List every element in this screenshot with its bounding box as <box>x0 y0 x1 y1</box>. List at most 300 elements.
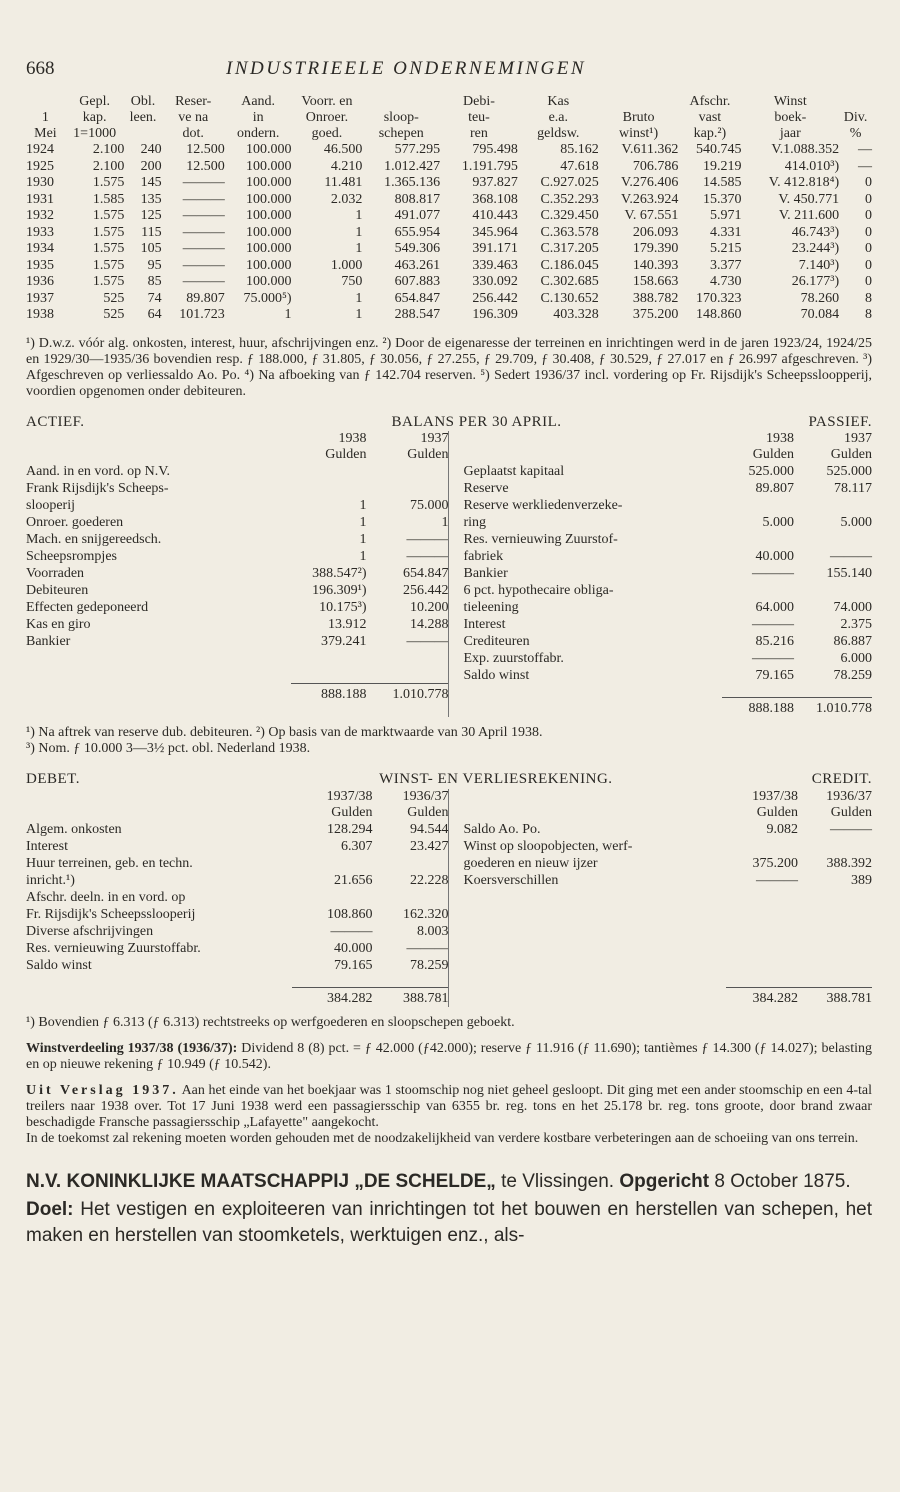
passief-row-value-a: 40.000 <box>755 548 794 564</box>
history-cell: C.363.578 <box>540 224 599 240</box>
actief-row-label: Scheepsrompjes <box>26 548 117 564</box>
passief-row-value-a <box>722 497 794 514</box>
passief-row-value-b: 2.375 <box>840 616 872 632</box>
passief-row-value-b: 78.259 <box>833 667 872 683</box>
history-table <box>26 94 872 324</box>
debet-row <box>26 923 448 940</box>
credit-row-value-b: ——— <box>830 821 872 837</box>
history-header-cell: Debi- <box>463 94 495 109</box>
actief-row-label: Kas en giro <box>26 616 91 632</box>
doel-label: Doel: <box>26 1199 74 1220</box>
history-cell: 100.000 <box>245 257 292 273</box>
credit-row <box>463 872 872 889</box>
history-cell: 19.219 <box>703 158 742 174</box>
actief-row-value-a: 10.175³) <box>319 599 367 615</box>
history-cell: ——— <box>182 208 225 223</box>
actief-row-value-a: 388.547²) <box>312 565 367 581</box>
debet-row-value-b <box>372 889 448 906</box>
credit-row <box>463 821 872 838</box>
history-header-cell <box>839 94 872 110</box>
history-cell: 0 <box>865 175 872 190</box>
debet-row-value-a: 40.000 <box>333 940 373 956</box>
winstverdeeling-label: Winstverdeeling 1937/38 (1936/37): <box>26 1041 238 1056</box>
history-cell: 89.807 <box>186 290 225 306</box>
history-header-cell: teu- <box>468 110 490 125</box>
debet-row <box>26 889 448 906</box>
history-cell: 1 <box>355 208 363 223</box>
history-cell: ——— <box>182 224 225 240</box>
history-cell: 1.575 <box>92 257 125 273</box>
actief-row-value-b: ——— <box>406 531 449 547</box>
verslag-label: Uit Verslag 1937. <box>26 1083 179 1098</box>
passief-row-value-b: 78.117 <box>834 480 872 496</box>
history-cell: 549.306 <box>394 241 441 256</box>
credit-row-value-a: 9.082 <box>766 821 798 837</box>
verslag-text-2: In de toekomst zal rekening moeten worden gehouden met de noodzakelijkheid van verdere kostbare verbeteringen aan de schoeiing van ons terrein. <box>26 1131 859 1146</box>
history-cell: 330.092 <box>472 274 518 289</box>
passief-row-value-a: ——— <box>752 565 794 581</box>
history-cell: C.329.450 <box>540 208 599 223</box>
actief-row-value-a: 13.912 <box>327 616 367 632</box>
balans-footnote-1: ¹) Na aftrek van reserve dub. debiteuren. ²) Op basis van de marktwaarde van 30 April 1938. <box>26 725 543 741</box>
history-cell: 1.012.427 <box>384 158 441 174</box>
history-cell: 115 <box>141 224 162 240</box>
history-header-cell: dot. <box>182 126 204 141</box>
history-header-cell: ondern. <box>236 126 280 141</box>
debet-row-value-a: 21.656 <box>333 872 373 888</box>
actief-row-value-b: 14.288 <box>409 616 449 632</box>
history-year: 1937 <box>26 290 54 306</box>
history-cell: 105 <box>140 241 162 256</box>
debet-row-label: inricht.¹) <box>26 872 75 888</box>
history-year: 1930 <box>26 175 54 190</box>
year-1937-label: 1937 <box>844 430 872 446</box>
history-header-cell: vast <box>698 110 722 125</box>
passief-row-value-a <box>722 582 794 599</box>
history-header-row <box>26 94 872 110</box>
history-row <box>26 225 872 242</box>
history-row <box>26 307 872 324</box>
credit-row <box>463 838 872 855</box>
history-cell: 0 <box>865 224 872 240</box>
history-cell: 8 <box>865 307 872 322</box>
history-cell: 0 <box>865 241 872 256</box>
company-place: te Vlissingen. <box>501 1171 615 1192</box>
passief-row-label: Crediteuren <box>463 633 530 649</box>
unit-label: Gulden <box>830 804 872 820</box>
actief-row <box>26 582 448 599</box>
credit-row-label: goederen en nieuw ijzer <box>463 855 598 871</box>
winst-footnote: ¹) Bovendien ƒ 6.313 (ƒ 6.313) rechtstreeks op werfgoederen en sloopschepen geboekt. <box>26 1015 515 1030</box>
history-header-row <box>26 110 872 126</box>
debet-row <box>26 906 448 923</box>
history-cell: 100.000 <box>245 191 292 207</box>
history-header-cell: leen. <box>129 110 157 125</box>
history-cell: 1.575 <box>92 274 125 289</box>
debet-row-label: Huur terreinen, geb. en techn. <box>26 855 193 871</box>
debet-row-value-a: ——— <box>330 923 373 939</box>
history-cell: — <box>858 142 872 157</box>
history-cell: ——— <box>182 257 225 273</box>
history-cell: 148.860 <box>696 307 742 322</box>
history-cell: 391.171 <box>472 241 518 256</box>
history-cell: 339.463 <box>472 257 518 273</box>
passief-row-value-a: 5.000 <box>762 514 794 530</box>
year-1937-label: 1937 <box>420 430 449 446</box>
history-cell: 403.328 <box>553 307 599 322</box>
history-cell: 388.782 <box>632 290 679 306</box>
history-cell: 170.323 <box>696 290 742 306</box>
history-cell: 808.817 <box>394 191 441 207</box>
history-cell: C.352.293 <box>540 191 599 207</box>
history-cell: 14.585 <box>703 175 742 190</box>
history-row <box>26 208 872 225</box>
history-cell: 1 <box>355 241 363 256</box>
actief-row-label: Voorraden <box>26 565 85 581</box>
balance-sheet <box>26 414 872 758</box>
history-cell: 1 <box>355 307 363 322</box>
credit-row-label: Saldo Ao. Po. <box>463 821 541 837</box>
history-cell: 145 <box>140 175 162 190</box>
history-cell: 70.084 <box>800 307 840 322</box>
history-row <box>26 274 872 291</box>
history-cell: 1.365.136 <box>384 175 441 190</box>
passief-title: PASSIEF. <box>808 413 872 430</box>
debet-total-b: 388.781 <box>372 988 448 1008</box>
actief-row <box>26 514 448 531</box>
actief-row-value-b: ——— <box>406 633 449 649</box>
history-cell: 463.261 <box>394 257 441 273</box>
actief-row <box>26 480 448 497</box>
balans-footnote-2: ³) Nom. ƒ 10.000 3—3½ pct. obl. Nederland 1938. <box>26 741 311 757</box>
debet-row-value-a: 79.165 <box>333 957 373 973</box>
winst-title: WINST- EN VERLIESREKENING. <box>379 771 613 788</box>
passief-row-label: Interest <box>463 616 506 632</box>
year-1936-37-label: 1936/37 <box>402 788 449 804</box>
history-cell: 750 <box>341 274 363 289</box>
credit-row-value-a: 375.200 <box>752 855 798 871</box>
debet-row <box>26 957 448 974</box>
passief-row-value-a: ——— <box>752 650 794 666</box>
passief-row-value-a <box>722 531 794 548</box>
debet-row-label: Res. vernieuwing Zuurstoffabr. <box>26 940 201 956</box>
history-header-row <box>26 126 872 142</box>
passief-row <box>463 616 872 633</box>
history-cell: 240 <box>140 142 162 157</box>
history-cell: 345.964 <box>472 224 518 240</box>
debet-row-value-b: 162.320 <box>402 906 449 922</box>
history-header-cell: Div. <box>843 110 868 125</box>
passief-row-label: Exp. zuurstoffabr. <box>463 650 564 666</box>
history-cell: 706.786 <box>632 158 679 174</box>
history-header-cell: Afschr. <box>689 94 731 109</box>
history-cell: 375.200 <box>632 307 679 322</box>
actief-row-value-a <box>291 463 366 480</box>
passief-row-value-b <box>794 531 872 548</box>
history-cell: 1.191.795 <box>461 158 518 174</box>
debet-row <box>26 821 448 838</box>
actief-total-1937: 1.010.778 <box>366 684 448 704</box>
debet-row-value-b: ——— <box>406 940 449 956</box>
history-row <box>26 159 872 176</box>
actief-row-value-b: ——— <box>406 548 449 564</box>
history-cell: 3.377 <box>710 257 742 273</box>
passief-row-value-a: 89.807 <box>755 480 794 496</box>
actief-row-value-a: 379.241 <box>320 633 367 649</box>
history-cell: 135 <box>140 191 162 207</box>
history-cell: 8 <box>865 290 872 306</box>
credit-total-a: 384.282 <box>726 988 798 1008</box>
debet-row-value-b: 22.228 <box>409 872 449 888</box>
history-cell: ——— <box>182 191 225 207</box>
history-notes: ¹) D.w.z. vóór alg. onkosten, interest, huur, afschrijvingen enz. ²) Door de eigenaresse der terreinen en inrichtingen werd in de jaren 1923/24, 1924/25 en 1929/30—1935/36 bovendien resp. ƒ 188.000, ƒ 31.805, ƒ 30.056, ƒ 27.255, ƒ 29.709, ƒ 30.408, ƒ 30.529, ƒ 27.017 en ƒ 26.997 afgeschreven. ³) Afgeschreven op verliessaldo Ao. Po. ⁴) Na afboeking van ƒ 142.704 reserven. ⁵) Sedert 1936/37 incl. vordering op Fr. Rijsdijk's Scheepssloopperij, voordien opgenomen onder debiteuren. <box>26 335 872 399</box>
history-header-cell: Obl. <box>130 94 156 109</box>
page-header <box>26 58 872 88</box>
history-cell: 95 <box>147 257 162 273</box>
history-cell: V.611.362 <box>621 142 679 157</box>
debet-row-value-a: 128.294 <box>326 821 373 837</box>
credit-row-value-b: 389 <box>851 872 872 888</box>
history-cell: 75.000⁵) <box>243 290 292 306</box>
year-1938-label: 1938 <box>338 430 367 446</box>
passief-row-label: fabriek <box>463 548 504 564</box>
passief-row-value-b: 86.887 <box>833 633 872 649</box>
history-cell: 937.827 <box>472 175 518 190</box>
debet-row-value-b: 78.259 <box>409 957 449 973</box>
history-header-cell: Bruto <box>622 110 655 125</box>
passief-total-1938: 888.188 <box>722 698 794 718</box>
actief-row-label: slooperij <box>26 497 75 513</box>
unit-label: Gulden <box>407 804 449 820</box>
actief-row-label: Aand. in en vord. op N.V. <box>26 463 171 479</box>
history-cell: 7.140³) <box>798 257 840 273</box>
history-cell: V.276.406 <box>621 175 679 190</box>
passief-row-label: ring <box>463 514 487 530</box>
passief-row-label: tieleening <box>463 599 519 615</box>
history-cell: 1.575 <box>92 224 125 240</box>
history-header-cell: ren <box>470 126 488 141</box>
history-cell: 47.618 <box>560 158 599 174</box>
passief-row-label: Saldo winst <box>463 667 530 683</box>
passief-row-label: Reserve werkliedenverzeke- <box>463 497 623 513</box>
history-cell: 4.331 <box>710 224 742 240</box>
balans-title: BALANS PER 30 APRIL. <box>391 413 562 430</box>
history-cell: 1.585 <box>92 191 125 207</box>
actief-row-value-b: 256.442 <box>402 582 449 598</box>
history-header-cell: sloop- <box>383 110 419 125</box>
history-year: 1933 <box>26 224 54 240</box>
history-row <box>26 142 872 159</box>
history-cell: 158.663 <box>632 274 679 289</box>
credit-row-value-a <box>726 838 798 855</box>
passief-row-value-a: 85.216 <box>755 633 794 649</box>
debet-row <box>26 855 448 872</box>
passief-row <box>463 633 872 650</box>
history-cell: 1 <box>284 307 292 322</box>
history-cell: 74 <box>147 290 162 306</box>
passief-row-label: Res. vernieuwing Zuurstof- <box>463 531 618 547</box>
history-row <box>26 258 872 275</box>
history-cell: 540.745 <box>696 142 742 157</box>
history-cell: 140.393 <box>632 257 679 273</box>
passief-row-value-b <box>794 497 872 514</box>
credit-row-label: Winst op sloopobjecten, werf- <box>463 838 633 854</box>
history-header-cell: Kas <box>547 94 570 109</box>
profit-loss-account <box>26 771 872 1031</box>
history-cell: V.1.088.352 <box>771 142 840 157</box>
unit-label: Gulden <box>331 804 373 820</box>
history-cell: 78.260 <box>800 290 840 306</box>
actief-row <box>26 548 448 565</box>
history-cell: 525 <box>103 307 125 322</box>
actief-row <box>26 463 448 480</box>
history-cell: 256.442 <box>472 290 518 306</box>
history-header-cell: schepen <box>378 126 424 141</box>
history-cell: 368.108 <box>472 191 518 207</box>
history-cell: 1.575 <box>92 241 125 256</box>
history-cell: C.317.205 <box>540 241 599 256</box>
actief-row-value-a <box>291 480 366 497</box>
actief-row-value-b: 75.000 <box>409 497 449 513</box>
history-cell: 46.500 <box>323 142 363 157</box>
year-1936-37-label: 1936/37 <box>826 788 872 804</box>
passief-row-value-a: 79.165 <box>755 667 794 683</box>
history-header-cell: Mei <box>34 126 57 141</box>
history-cell: 0 <box>865 191 872 207</box>
history-cell: 100.000 <box>245 274 292 289</box>
opgericht-date: 8 October 1875. <box>714 1171 851 1192</box>
history-header-cell: kap. <box>82 110 107 125</box>
history-cell: V.263.924 <box>621 191 679 207</box>
credit-row-value-b <box>798 838 872 855</box>
debet-row-label: Afschr. deeln. in en vord. op <box>26 889 186 905</box>
passief-row <box>463 514 872 531</box>
history-header-cell: Winst <box>773 94 807 109</box>
passief-row <box>463 480 872 497</box>
history-header-cell: % <box>849 126 862 141</box>
actief-row-value-a: 196.309¹) <box>312 582 367 598</box>
history-cell: C.302.685 <box>540 274 599 289</box>
history-cell: 23.244³) <box>791 241 840 256</box>
unit-label: Gulden <box>756 804 798 820</box>
debet-row-value-a <box>292 855 372 872</box>
history-year: 1931 <box>26 191 54 207</box>
history-cell: 101.723 <box>179 307 225 322</box>
history-header-cell: Gepl. <box>79 94 110 109</box>
actief-row-label: Onroer. goederen <box>26 514 124 530</box>
history-cell: 0 <box>865 274 872 289</box>
history-year: 1934 <box>26 241 54 256</box>
passief-row-value-b: 74.000 <box>833 599 872 615</box>
passief-row-value-a: 64.000 <box>755 599 794 615</box>
debet-row-value-b: 8.003 <box>416 923 449 939</box>
history-year: 1936 <box>26 274 54 289</box>
history-cell: 46.743³) <box>791 224 840 240</box>
history-header-cell: winst¹) <box>618 126 659 141</box>
history-cell: 1.575 <box>92 175 125 190</box>
actief-row-value-a: 1 <box>359 514 367 530</box>
history-cell: 206.093 <box>632 224 679 240</box>
history-header-cell: Aand. <box>241 94 276 109</box>
passief-row <box>463 463 872 480</box>
history-cell: 414.010³) <box>784 158 840 174</box>
history-cell: ——— <box>182 274 225 289</box>
passief-row <box>463 497 872 514</box>
history-header-cell: in <box>252 110 264 125</box>
history-row <box>26 241 872 258</box>
history-header-cell <box>124 126 161 142</box>
history-cell: 100.000 <box>245 241 292 256</box>
history-cell: 11.481 <box>324 175 363 190</box>
credit-row <box>463 855 872 872</box>
debet-total-a: 384.282 <box>292 988 372 1008</box>
history-year: 1924 <box>26 142 54 157</box>
history-cell: 200 <box>140 158 162 174</box>
history-header-cell <box>362 94 440 110</box>
passief-row-label: Geplaatst kapitaal <box>463 463 565 479</box>
debet-row-value-b <box>372 855 448 872</box>
actief-row-value-a: 1 <box>359 531 367 547</box>
actief-row-label: Frank Rijsdijk's Scheeps- <box>26 480 169 496</box>
passief-row-value-b: 155.140 <box>826 565 872 581</box>
unit-label: Gulden <box>325 446 367 462</box>
actief-row-value-a: 1 <box>359 497 367 513</box>
history-year: 1925 <box>26 158 54 174</box>
history-header-cell: boek- <box>774 110 807 125</box>
passief-row <box>463 599 872 616</box>
history-cell: C.186.045 <box>540 257 599 273</box>
winstverdeeling-text: Dividend 8 (8) pct. = ƒ 42.000 (ƒ42.000); reserve ƒ 11.916 (ƒ 11.690); tantièmes ƒ 14.300 (ƒ 14.027); belasting en op nieuwe rekening ƒ 10.949 (ƒ 10.542). <box>26 1041 872 1072</box>
history-cell: V. 67.551 <box>624 208 679 223</box>
debet-row-label: Fr. Rijsdijk's Scheepsslooperij <box>26 906 196 922</box>
actief-row-label: Debiteuren <box>26 582 89 598</box>
actief-row-value-b: 1 <box>441 514 449 530</box>
history-header-cell: ve na <box>178 110 209 125</box>
history-header-cell: jaar <box>779 126 801 141</box>
passief-row-label: Bankier <box>463 565 508 581</box>
history-row <box>26 192 872 209</box>
history-cell: — <box>858 158 872 174</box>
debet-row-value-a: 108.860 <box>326 906 373 922</box>
actief-row <box>26 599 448 616</box>
history-cell: 1 <box>355 224 363 240</box>
page-number: 668 <box>26 58 55 79</box>
passief-row-value-a: 525.000 <box>748 463 794 479</box>
history-cell: V. 450.771 <box>778 191 840 207</box>
debet-row-value-a <box>292 889 372 906</box>
history-cell: 85 <box>147 274 162 289</box>
actief-row <box>26 531 448 548</box>
history-cell: 410.443 <box>472 208 518 223</box>
passief-row-value-b: ——— <box>830 548 872 564</box>
history-header-cell: Reser- <box>175 94 212 109</box>
credit-row-value-a: ——— <box>756 872 798 888</box>
actief-row-label: Mach. en snijgereedsch. <box>26 531 162 547</box>
history-cell: 607.883 <box>394 274 441 289</box>
doel-text: Het vestigen en exploiteeren van inrichtingen tot het bouwen en herstellen van schepen, het maken en herstellen van stoomketels, werktuigen enz., als- <box>26 1199 873 1246</box>
debet-row-label: Interest <box>26 838 68 854</box>
history-cell: 288.547 <box>394 307 441 322</box>
history-cell: C.927.025 <box>540 175 599 190</box>
history-cell: 100.000 <box>245 142 292 157</box>
passief-row-label: 6 pct. hypothecaire obliga- <box>463 582 614 598</box>
page <box>26 58 872 1249</box>
actief-row-label: Effecten gedeponeerd <box>26 599 149 615</box>
history-header-cell <box>599 94 679 110</box>
history-cell: 4.210 <box>330 158 363 174</box>
history-cell: 100.000 <box>245 208 292 223</box>
history-cell: 15.370 <box>703 191 742 207</box>
